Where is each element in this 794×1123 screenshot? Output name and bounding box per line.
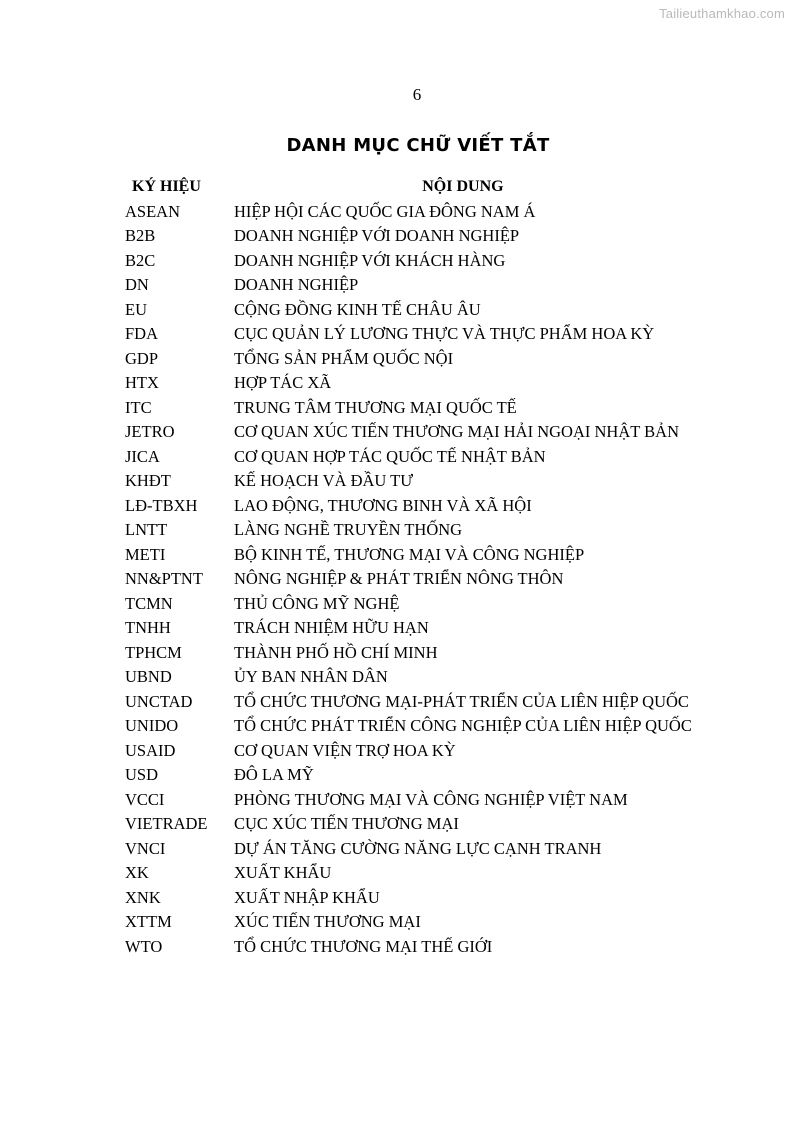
table-row: [125, 886, 692, 911]
abbreviation-table: [125, 175, 692, 959]
table-row: [125, 322, 692, 347]
abbreviation-meaning: THÀNH PHỐ HỒ CHÍ MINH: [234, 642, 438, 662]
abbreviation-code: HTX: [125, 373, 159, 392]
abbreviation-meaning: THỦ CÔNG MỸ NGHỆ: [234, 593, 400, 613]
abbreviation-meaning: HIỆP HỘI CÁC QUỐC GIA ĐÔNG NAM Á: [234, 201, 536, 221]
abbreviation-code: LNTT: [125, 520, 168, 539]
abbreviation-meaning: XUẤT NHẬP KHẨU: [234, 887, 380, 907]
table-row: [125, 763, 692, 788]
abbreviation-code: JETRO: [125, 422, 175, 441]
abbreviation-code: GDP: [125, 348, 159, 368]
abbreviation-code: B2C: [125, 250, 156, 270]
abbreviation-code: WTO: [125, 936, 163, 956]
table-row: [125, 273, 692, 298]
abbreviation-code: JICA: [125, 446, 160, 466]
table-row: [125, 224, 692, 249]
table-row: [125, 249, 692, 274]
table-row: [125, 543, 692, 568]
abbreviation-code: TCMN: [125, 593, 173, 613]
abbreviation-meaning: DỰ ÁN TĂNG CƯỜNG NĂNG LỰC CẠNH TRANH: [234, 838, 602, 858]
abbreviation-meaning: NÔNG NGHIỆP & PHÁT TRIỂN NÔNG THÔN: [234, 569, 564, 588]
table-row: [125, 396, 692, 421]
abbreviation-code: XNK: [125, 887, 161, 907]
abbreviation-meaning: ỦY BAN NHÂN DÂN: [234, 667, 388, 686]
abbreviation-meaning: TỔNG SẢN PHẨM QUỐC NỘI: [234, 348, 454, 368]
abbreviation-code: UNIDO: [125, 716, 179, 735]
abbreviation-meaning: KẾ HOẠCH VÀ ĐẦU TƯ: [234, 471, 414, 490]
abbreviation-meaning: CỤC XÚC TIẾN THƯƠNG MẠI: [234, 814, 459, 833]
abbreviation-code: XK: [125, 863, 149, 882]
table-header-row: [125, 175, 692, 200]
abbreviation-meaning: CƠ QUAN XÚC TIẾN THƯƠNG MẠI HẢI NGOẠI NHẬT BẢN: [234, 422, 679, 441]
abbreviation-meaning: TRUNG TÂM THƯƠNG MẠI QUỐC TẾ: [234, 397, 517, 417]
abbreviation-code: XTTM: [125, 912, 172, 931]
abbreviation-code: METI: [125, 544, 166, 564]
abbreviation-code: NN&PTNT: [125, 569, 203, 588]
abbreviation-code: LĐ-TBXH: [125, 495, 198, 515]
abbreviation-code: TNHH: [125, 618, 171, 637]
table-row: [125, 861, 692, 886]
table-row: [125, 494, 692, 519]
abbreviation-meaning: TRÁCH NHIỆM HỮU HẠN: [234, 618, 429, 637]
table-row: [125, 298, 692, 323]
table-row: [125, 371, 692, 396]
header-code: KÝ HIỆU: [132, 178, 201, 195]
abbreviation-code: KHĐT: [125, 471, 171, 490]
abbreviation-meaning: CỘNG ĐỒNG KINH TẾ CHÂU ÂU: [234, 299, 481, 319]
abbreviation-meaning: BỘ KINH TẾ, THƯƠNG MẠI VÀ CÔNG NGHIỆP: [234, 544, 585, 564]
table-row: [125, 518, 692, 543]
abbreviation-code: EU: [125, 299, 147, 319]
abbreviation-meaning: ĐÔ LA MỸ: [234, 765, 314, 784]
abbreviation-code: FDA: [125, 324, 159, 343]
table-row: [125, 567, 692, 592]
table-row: [125, 910, 692, 935]
abbreviation-meaning: XUẤT KHẨU: [234, 863, 332, 882]
table-row: [125, 200, 692, 225]
page-number: 6: [412, 85, 422, 104]
abbreviation-meaning: HỢP TÁC XÃ: [234, 373, 332, 392]
table-body: [125, 200, 692, 960]
table-row: [125, 690, 692, 715]
abbreviation-code: USD: [125, 765, 159, 784]
abbreviation-code: UNCTAD: [125, 691, 193, 711]
abbreviation-meaning: TỔ CHỨC THƯƠNG MẠI THẾ GIỚI: [234, 936, 493, 956]
abbreviation-code: VIETRADE: [125, 814, 208, 833]
abbreviation-meaning: DOANH NGHIỆP VỚI DOANH NGHIỆP: [234, 226, 520, 245]
table-row: [125, 837, 692, 862]
abbreviation-code: TPHCM: [125, 642, 182, 662]
page-title: DANH MỤC CHỮ VIẾT TẮT: [286, 135, 550, 156]
table-row: [125, 445, 692, 470]
abbreviation-meaning: DOANH NGHIỆP: [234, 275, 359, 294]
abbreviation-code: VCCI: [125, 789, 165, 809]
table-row: [125, 812, 692, 837]
abbreviation-meaning: LAO ĐỘNG, THƯƠNG BINH VÀ XÃ HỘI: [234, 495, 532, 515]
table-row: [125, 420, 692, 445]
abbreviation-meaning: XÚC TIẾN THƯƠNG MẠI: [234, 912, 421, 931]
table-row: [125, 592, 692, 617]
table-row: [125, 788, 692, 813]
abbreviation-code: VNCI: [125, 838, 166, 858]
table-row: [125, 616, 692, 641]
abbreviation-meaning: CƠ QUAN VIỆN TRỢ HOA KỲ: [234, 740, 456, 760]
header-meaning: NỘI DUNG: [422, 178, 504, 195]
watermark-text: Tailieuthamkhao.com: [659, 6, 785, 21]
abbreviation-code: B2B: [125, 226, 156, 245]
abbreviation-meaning: CỤC QUẢN LÝ LƯƠNG THỰC VÀ THỰC PHẨM HOA KỲ: [234, 324, 655, 343]
table-row: [125, 714, 692, 739]
table-row: [125, 347, 692, 372]
table-row: [125, 469, 692, 494]
abbreviation-code: ITC: [125, 397, 152, 417]
abbreviation-code: USAID: [125, 740, 176, 760]
abbreviation-code: DN: [125, 275, 149, 294]
abbreviation-meaning: DOANH NGHIỆP VỚI KHÁCH HÀNG: [234, 250, 506, 270]
abbreviation-meaning: LÀNG NGHỀ TRUYỀN THỐNG: [234, 520, 463, 539]
table-row: [125, 641, 692, 666]
abbreviation-meaning: TỔ CHỨC THƯƠNG MẠI-PHÁT TRIỂN CỦA LIÊN HIỆP QUỐC: [234, 691, 689, 711]
abbreviation-code: ASEAN: [125, 201, 181, 221]
table-row: [125, 739, 692, 764]
abbreviation-meaning: CƠ QUAN HỢP TÁC QUỐC TẾ NHẬT BẢN: [234, 446, 546, 466]
abbreviation-code: UBND: [125, 667, 172, 686]
abbreviation-meaning: PHÒNG THƯƠNG MẠI VÀ CÔNG NGHIỆP VIỆT NAM: [234, 789, 628, 809]
table-row: [125, 665, 692, 690]
abbreviation-meaning: TỔ CHỨC PHÁT TRIỂN CÔNG NGHIỆP CỦA LIÊN HIỆP QUỐC: [234, 716, 692, 735]
table-row: [125, 935, 692, 960]
